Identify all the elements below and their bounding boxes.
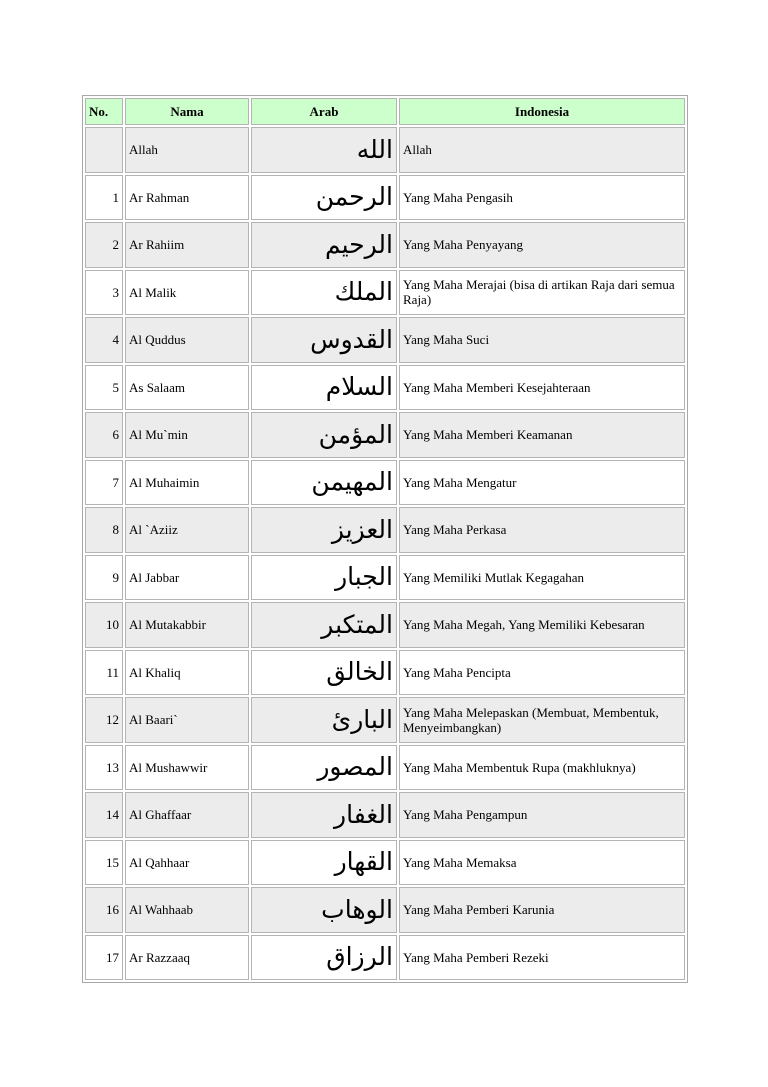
row-number: 2	[85, 222, 123, 268]
row-number: 17	[85, 935, 123, 981]
table-row	[85, 555, 685, 601]
table-row	[85, 697, 685, 743]
header-arab: Arab	[251, 98, 397, 125]
header-indonesia: Indonesia	[399, 98, 685, 125]
row-number: 14	[85, 792, 123, 838]
header-no: No.	[85, 98, 123, 125]
table-row	[85, 127, 685, 173]
row-indonesia: Yang Maha Pencipta	[399, 650, 685, 696]
row-nama: Al Muhaimin	[125, 460, 249, 506]
row-indonesia: Yang Maha Perkasa	[399, 507, 685, 553]
row-indonesia: Yang Memiliki Mutlak Kegagahan	[399, 555, 685, 601]
row-nama: Al Wahhaab	[125, 887, 249, 933]
row-number: 7	[85, 460, 123, 506]
row-arab: البارئ	[251, 697, 397, 743]
row-number: 11	[85, 650, 123, 696]
row-indonesia: Yang Maha Penyayang	[399, 222, 685, 268]
row-nama: Ar Razzaaq	[125, 935, 249, 981]
row-arab: المتكبر	[251, 602, 397, 648]
row-nama: Al Baari`	[125, 697, 249, 743]
row-indonesia: Yang Maha Pemberi Karunia	[399, 887, 685, 933]
row-number: 6	[85, 412, 123, 458]
row-arab: الله	[251, 127, 397, 173]
row-arab: الرحيم	[251, 222, 397, 268]
row-number: 16	[85, 887, 123, 933]
row-indonesia: Yang Maha Memaksa	[399, 840, 685, 886]
row-indonesia: Yang Maha Memberi Keamanan	[399, 412, 685, 458]
row-nama: Al Khaliq	[125, 650, 249, 696]
row-number	[85, 127, 123, 173]
row-arab: المصور	[251, 745, 397, 791]
row-number: 13	[85, 745, 123, 791]
table-row	[85, 935, 685, 981]
table-row	[85, 175, 685, 221]
row-arab: العزيز	[251, 507, 397, 553]
table-row	[85, 840, 685, 886]
row-number: 4	[85, 317, 123, 363]
row-number: 3	[85, 270, 123, 316]
table-row	[85, 887, 685, 933]
row-nama: Allah	[125, 127, 249, 173]
row-nama: Al `Aziiz	[125, 507, 249, 553]
row-indonesia: Yang Maha Merajai (bisa di artikan Raja dari semua Raja)	[399, 270, 685, 316]
row-indonesia: Yang Maha Pemberi Rezeki	[399, 935, 685, 981]
row-arab: المهيمن	[251, 460, 397, 506]
row-nama: Al Mu`min	[125, 412, 249, 458]
table-row	[85, 222, 685, 268]
row-nama: Al Jabbar	[125, 555, 249, 601]
row-indonesia: Yang Maha Membentuk Rupa (makhluknya)	[399, 745, 685, 791]
table-row	[85, 745, 685, 791]
row-nama: Al Malik	[125, 270, 249, 316]
header-row	[85, 98, 685, 125]
table-row	[85, 650, 685, 696]
table-row	[85, 317, 685, 363]
row-arab: المؤمن	[251, 412, 397, 458]
row-nama: Al Mushawwir	[125, 745, 249, 791]
row-nama: Al Qahhaar	[125, 840, 249, 886]
asmaul-husna-table	[82, 95, 688, 983]
row-nama: Al Quddus	[125, 317, 249, 363]
row-nama: Ar Rahman	[125, 175, 249, 221]
row-arab: الوهاب	[251, 887, 397, 933]
row-arab: القهار	[251, 840, 397, 886]
row-indonesia: Yang Maha Memberi Kesejahteraan	[399, 365, 685, 411]
row-arab: الرحمن	[251, 175, 397, 221]
row-nama: Ar Rahiim	[125, 222, 249, 268]
row-indonesia: Yang Maha Mengatur	[399, 460, 685, 506]
row-nama: Al Mutakabbir	[125, 602, 249, 648]
row-number: 8	[85, 507, 123, 553]
row-arab: القدوس	[251, 317, 397, 363]
table-row	[85, 460, 685, 506]
table-row	[85, 792, 685, 838]
row-arab: الرزاق	[251, 935, 397, 981]
row-number: 15	[85, 840, 123, 886]
row-indonesia: Yang Maha Suci	[399, 317, 685, 363]
row-indonesia: Yang Maha Megah, Yang Memiliki Kebesaran	[399, 602, 685, 648]
table-row	[85, 602, 685, 648]
names-table	[83, 96, 687, 982]
row-number: 5	[85, 365, 123, 411]
table-row	[85, 507, 685, 553]
row-arab: الخالق	[251, 650, 397, 696]
row-number: 9	[85, 555, 123, 601]
table-row	[85, 270, 685, 316]
row-arab: السلام	[251, 365, 397, 411]
row-number: 1	[85, 175, 123, 221]
row-number: 12	[85, 697, 123, 743]
row-indonesia: Allah	[399, 127, 685, 173]
row-arab: الغفار	[251, 792, 397, 838]
row-nama: As Salaam	[125, 365, 249, 411]
row-indonesia: Yang Maha Melepaskan (Membuat, Membentuk, Menyeimbangkan)	[399, 697, 685, 743]
row-arab: الملك	[251, 270, 397, 316]
table-row	[85, 365, 685, 411]
row-indonesia: Yang Maha Pengasih	[399, 175, 685, 221]
row-indonesia: Yang Maha Pengampun	[399, 792, 685, 838]
row-arab: الجبار	[251, 555, 397, 601]
row-nama: Al Ghaffaar	[125, 792, 249, 838]
header-nama: Nama	[125, 98, 249, 125]
table-row	[85, 412, 685, 458]
row-number: 10	[85, 602, 123, 648]
